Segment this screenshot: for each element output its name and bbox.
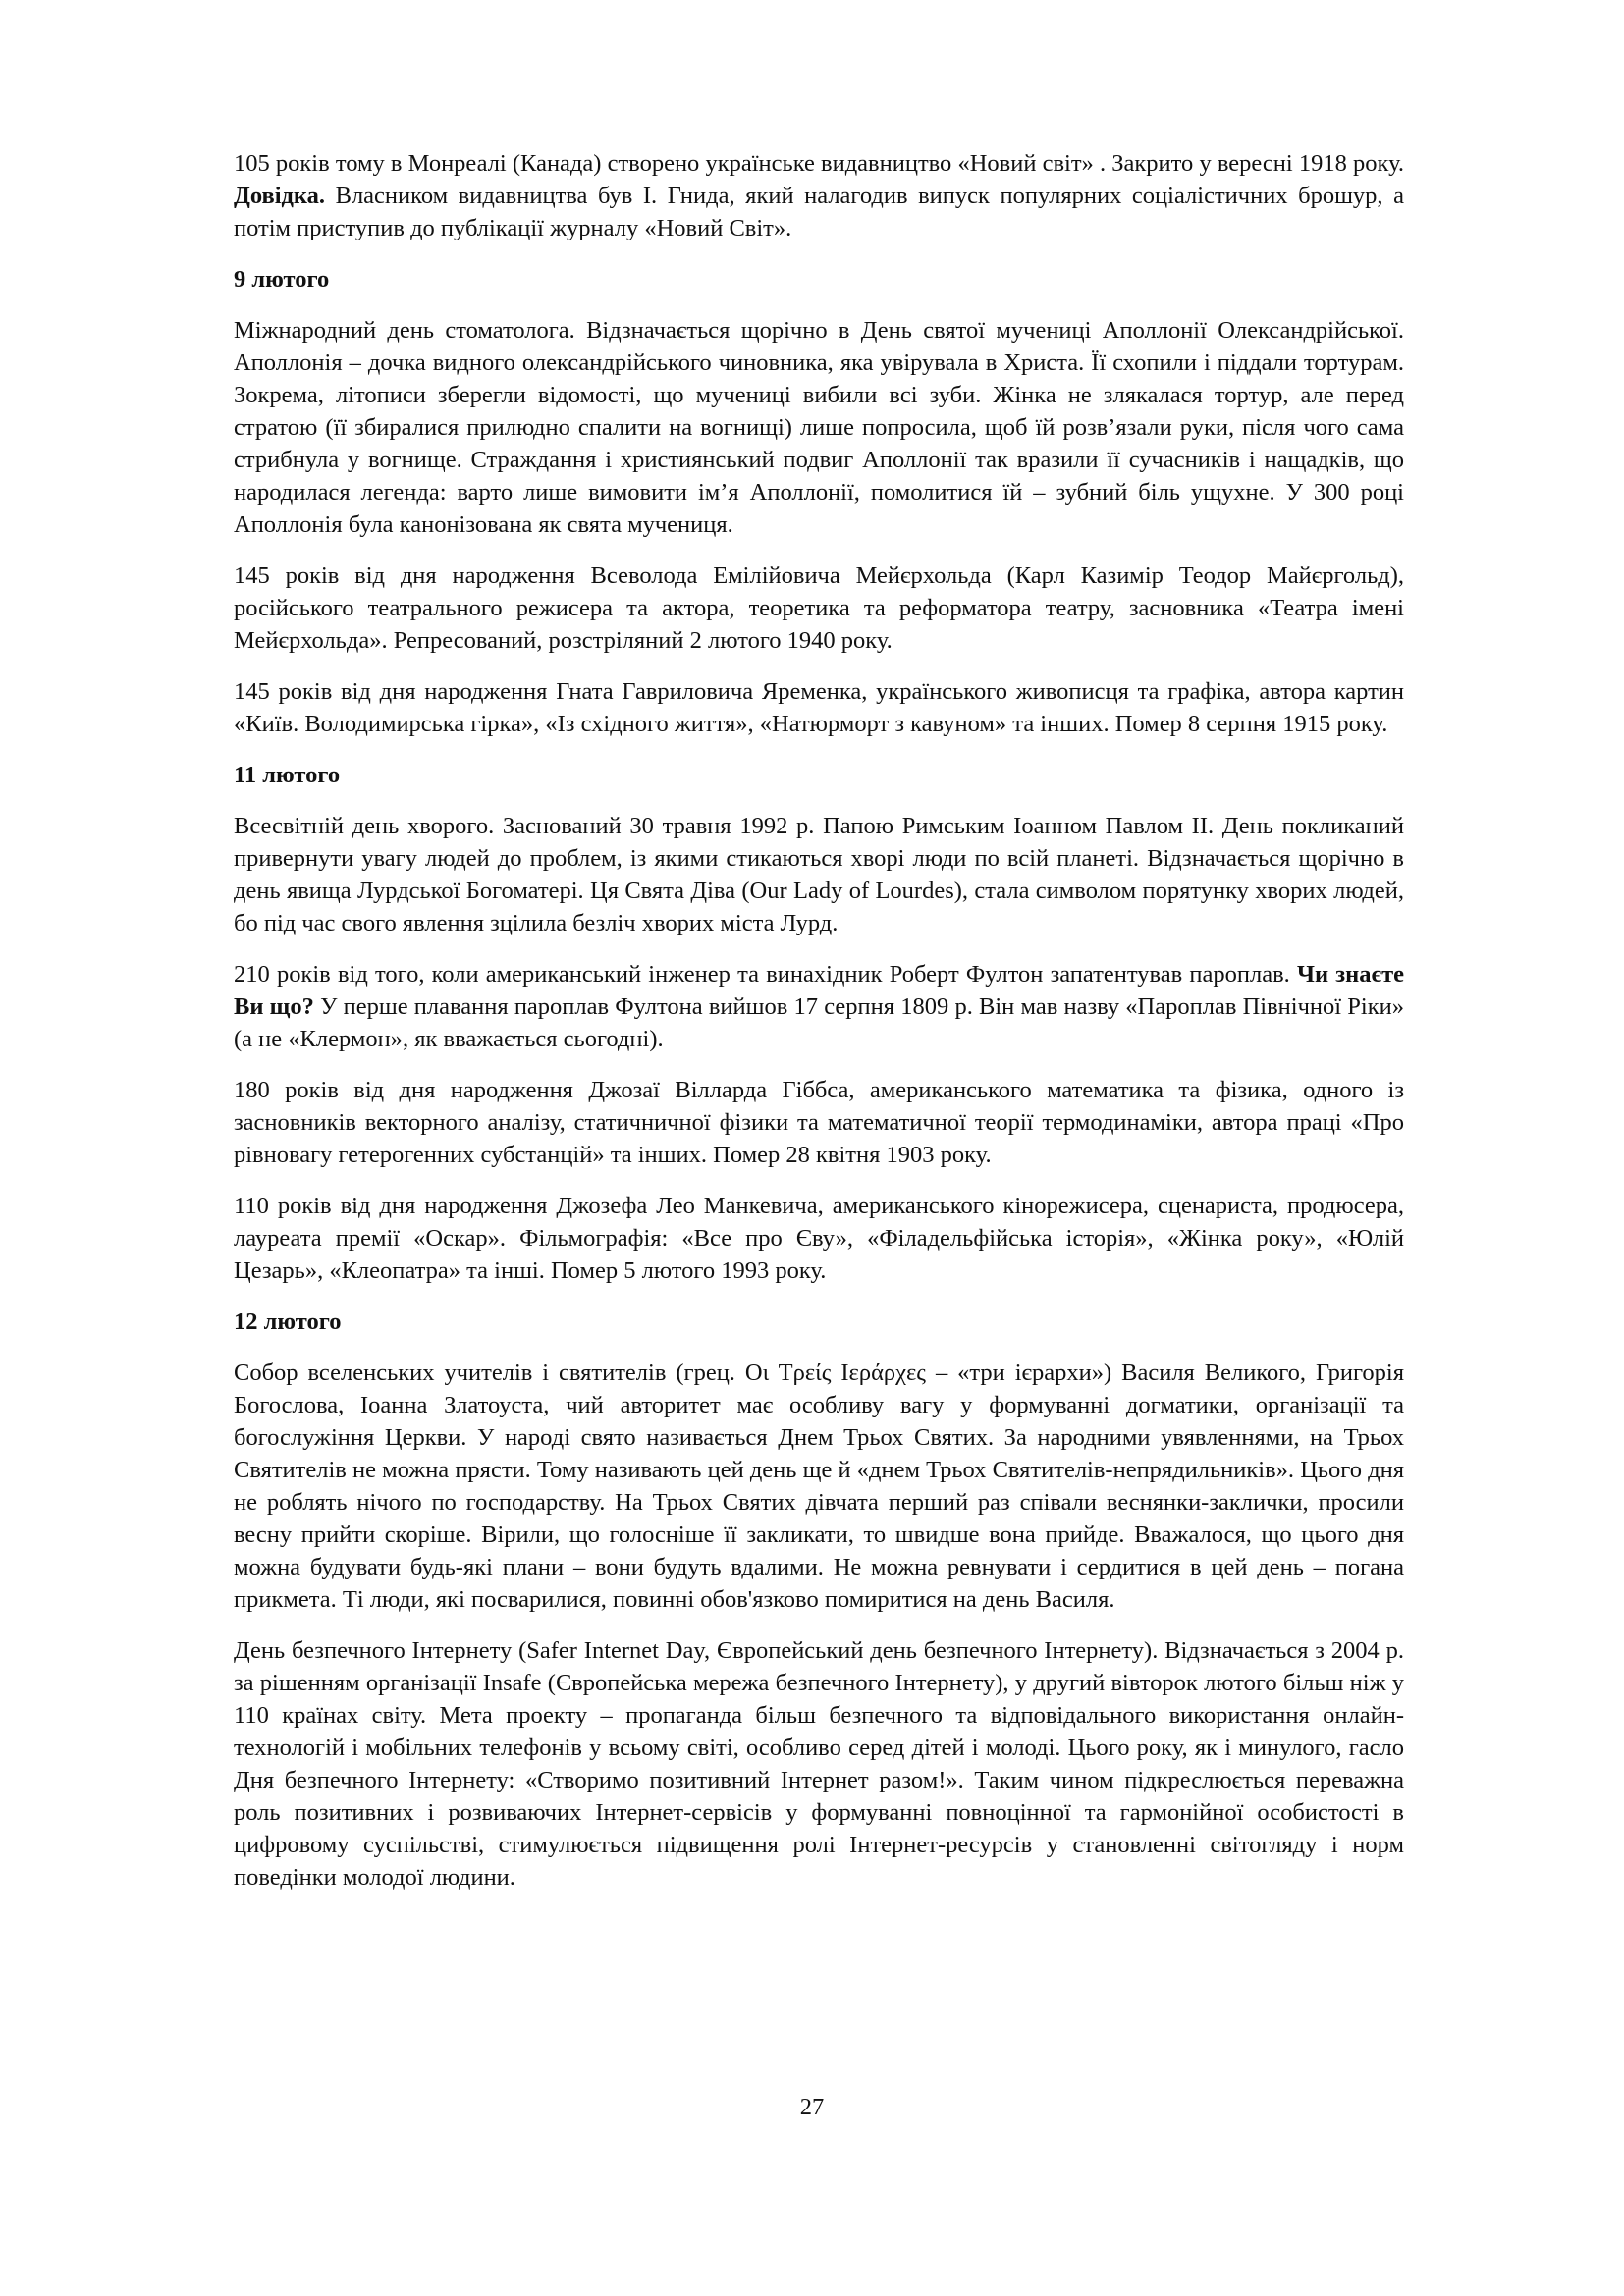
note-label-dovidka: Довідка. (234, 183, 326, 209)
text-segment: 210 років від того, коли американський інженер та винахідник Роберт Фултон запатентував пароплав. (234, 961, 1297, 988)
paragraph-three-hierarchs: Собор вселенських учителів і святителів (грец. Οι Τρείς Ιεράρχες – «три ієрархи») Василя Великого, Григорія Богослова, Іоанна Златоуста, чий авторитет має особливу вагу у формуванні догматики, організації та богослужіння Церкви. У народі свято називається Днем Трьох Святих. За народними увявленнями, на Трьох Святителів не можна прясти. Тому називають цей день ще й «днем Трьох Святителів-непрядильників». Цього дня не роблять нічого по господарству. На Трьох Святих дівчата перший раз співали веснянки-заклички, просили весну прийти скоріше. Вірили, що голосніше її закликати, то швидше вона прийде. Вважалося, що цього дня можна будувати будь-які плани – вони будуть вдалими. Не можна ревнувати і сердитися в цей день – погана прикмета. Ті люди, які посварилися, повинні обов'язково помиритися на день Василя. (234, 1360, 1404, 1613)
paragraph-fulton (234, 958, 1404, 1055)
note-label-did-you-know: Чи знаєте Ви що? (234, 961, 1404, 1020)
document-page (234, 147, 1404, 1912)
date-heading-feb9: 9 лютого (234, 266, 330, 293)
paragraph-novyi-svit (234, 147, 1404, 244)
paragraph-meyerhold: 145 років від дня народження Всеволода Емілійовича Мейєрхольда (Карл Казимір Теодор Майєргольд), російського театрального режисера та актора, теоретика та реформатора театру, засновника «Театра імені Мейєрхольда». Репресований, розстріляний 2 лютого 1940 року. (234, 562, 1404, 654)
paragraph-mankiewicz: 110 років від дня народження Джозефа Лео Манкевича, американського кінорежисера, сценариста, продюсера, лауреата премії «Оскар». Фільмографія: «Все про Єву», «Філадельфійська історія», «Жінка року», «Юлій Цезарь», «Клеопатра» та інші. Помер 5 лютого 1993 року. (234, 1193, 1404, 1284)
paragraph-sick-day: Всесвітній день хворого. Заснований 30 травня 1992 р. Папою Римським Іоанном Павлом ІІ. День покликаний привернути увагу людей до проблем, із якими стикаються хворі люди по всій планеті. Відзначається щорічно в день явища Лурдської Богоматері. Ця Свята Діва (Our Lady of Lourdes), стала символом порятунку хворих людей, бо під час свого явлення зцілила безліч хворих міста Лурд. (234, 813, 1404, 936)
paragraph-gibbs: 180 років від дня народження Джозаї Вілларда Гіббса, американського математика та фізика, одного із засновників векторного аналізу, статичничної фізики та математичної теорії термодинаміки, автора праці «Про рівновагу гетерогенних субстанцій» та інших. Помер 28 квітня 1903 року. (234, 1077, 1404, 1168)
date-heading-feb11: 11 лютого (234, 762, 341, 788)
text-segment: 105 років тому в Монреалі (Канада) створено українське видавництво «Новий світ» . Закрито у вересні 1918 року. (234, 150, 1404, 177)
paragraph-yaremenko: 145 років від дня народження Гната Гавриловича Яременка, українського живописця та графіка, автора картин «Київ. Володимирська гірка», «Із східного життя», «Натюрморт з кавуном» та інших. Помер 8 серпня 1915 року. (234, 678, 1404, 737)
paragraph-dentist-day: Міжнародний день стоматолога. Відзначається щорічно в День святої мучениці Аполлонії Олександрійської. Аполлонія – дочка видного олександрійського чиновника, яка увірувала в Христа. Її схопили і піддали тортурам. Зокрема, літописи зберегли відомості, що мучениці вибили всі зуби. Жінка не злякалася тортур, але перед стратою (її збиралися прилюдно спалити на вогнищі) лише попросила, щоб їй розв’язали руки, після чого сама стрибнула у вогнище. Страждання і християнський подвиг Аполлонії так вразили її сучасників і нащадків, що народилася легенда: варто лише вимовити ім’я Аполлонії, помолитися їй – зубний біль ущухне. У 300 році Аполлонія була канонізована як свята мучениця. (234, 317, 1404, 538)
paragraph-safer-internet: День безпечного Інтернету (Safer Internet Day, Європейський день безпечного Інтернету). Відзначається з 2004 р. за рішенням організації Insafe (Європейська мережа безпечного Інтернету), у другий вівторок лютого більш ніж у 110 країнах світу. Мета проекту – пропаганда більш безпечного та відповідального використання онлайн-технологій і мобільних телефонів у всьому світі, особливо серед дітей і молоді. Цього року, як і минулого, гасло Дня безпечного Інтернету: «Створимо позитивний Інтернет разом!». Таким чином підкреслюється переважна роль позитивних і розвиваючих Інтернет-сервісів у формуванні повноцінної та гармонійної особистості в цифровому суспільстві, стимулюється підвищення ролі Інтернет-ресурсів у становленні світогляду і норм поведінки молодої людини. (234, 1637, 1404, 1891)
date-heading-feb12: 12 лютого (234, 1308, 342, 1335)
text-segment: У перше плавання пароплав Фултона вийшов 17 серпня 1809 р. Він мав назву «Пароплав Північної Ріки» (а не «Клермон», як вважається сьогодні). (234, 993, 1404, 1052)
text-segment: Власником видавництва був І. Гнида, який налагодив випуск популярних соціалістичних брошур, а потім приступив до публікації журналу «Новий Світ». (234, 183, 1404, 241)
page-number: 27 (799, 2094, 825, 2120)
